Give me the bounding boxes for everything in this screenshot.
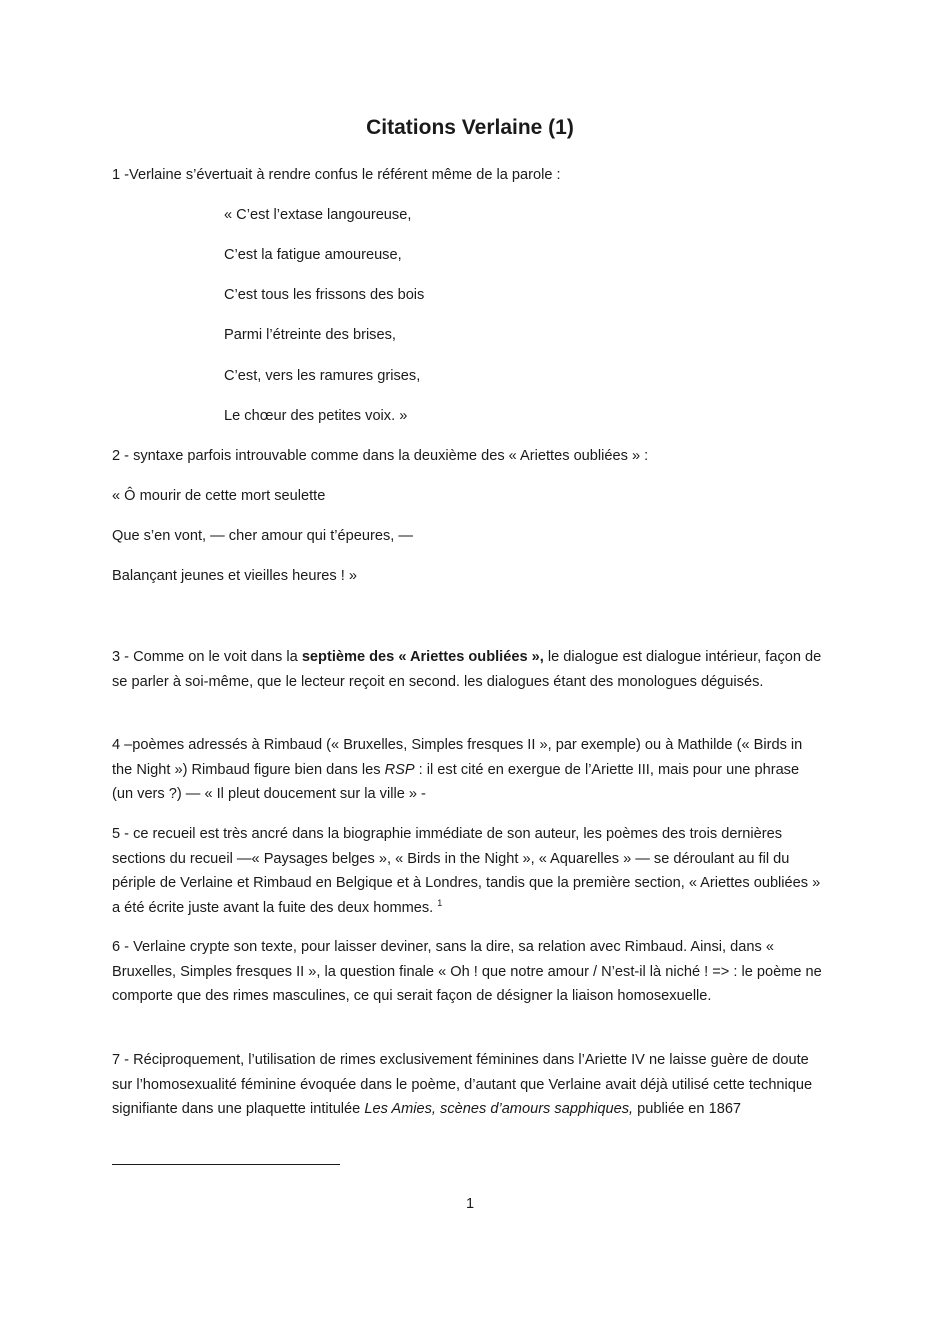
item-7-prefix: 7 - Réciproquement, l’utilisation de rimes exclusivement féminines dans l’Ariette IV ne laisse guère de doute sur l’homosexualité féminine évoquée dans le poème, d’autant que Verlaine avait déjà utilisé cette technique signifiante dans une plaquette intitulée [112, 1052, 813, 1118]
verse-line: Balançant jeunes et vieilles heures ! » [112, 568, 358, 584]
verse-line: Le chœur des petites voix. » [224, 408, 408, 424]
verse-line: Que s’en vont, — cher amour qui t’épeures, — [112, 528, 413, 544]
verse-line: Parmi l’étreinte des brises, [224, 327, 396, 343]
verse-line: « Ô mourir de cette mort seulette [112, 488, 326, 504]
verse-line: C’est tous les frissons des bois [224, 287, 425, 303]
verse-line: C’est, vers les ramures grises, [224, 368, 421, 384]
item-7-italic-title: Les Amies, scènes d’amours sapphiques, [364, 1101, 634, 1118]
item-5-paragraph [112, 822, 824, 920]
item-4-suffix: : il est cité en exergue de l’Ariette III, mais pour une phrase (un vers ?) — « Il pleut doucement sur la ville » - [112, 761, 800, 803]
item-3-bold-title: septième des « Ariettes oubliées », [301, 649, 544, 665]
page-number: 1 [465, 1196, 475, 1212]
item-6-paragraph: 6 - Verlaine crypte son texte, pour laisser deviner, sans la dire, sa relation avec Rimbaud. Ainsi, dans « Bruxelles, Simples fresques II », la question finale « Oh ! que notre amour / N’est-il là niché ! => : le poème ne comporte que des rimes masculines, ce qui serait façon de désigner la liaison homosexuelle. [112, 939, 822, 1005]
footnote-reference[interactable]: 1 [437, 897, 443, 908]
item-2-intro: 2 - syntaxe parfois introuvable comme dans la deuxième des « Ariettes oubliées » : [112, 448, 649, 464]
footnote-separator [112, 1164, 340, 1165]
item-3-paragraph [112, 645, 824, 694]
document-title: Citations Verlaine (1) [366, 116, 574, 139]
item-1-intro: 1 -Verlaine s’évertuait à rendre confus le référent même de la parole : [112, 167, 561, 183]
item-4-prefix: 4 –poèmes adressés à Rimbaud (« Bruxelles, Simples fresques II », par exemple) ou à Mathilde (« Birds in the Night ») Rimbaud figure bien dans les [112, 737, 803, 778]
item-4-italic-abbrev: RSP [384, 761, 415, 778]
verse-line: « C’est l’extase langoureuse, [224, 207, 412, 223]
item-4-paragraph [112, 733, 824, 807]
item-7-suffix: publiée en 1867 [633, 1101, 742, 1118]
item-5-text: 5 - ce recueil est très ancré dans la biographie immédiate de son auteur, les poèmes des trois dernières sections du recueil —« Paysages belges », « Birds in the Night », « Aquarelles » — se déroulant au fil du périple de Verlaine et Rimbaud en Belgique et à Londres, tandis que la première section, « Ariettes oubliées » a été écrite juste avant la fuite des deux hommes. [112, 826, 821, 916]
item-3-suffix: le dialogue est dialogue intérieur, façon de se parler à soi-même, que le lecteur reçoit en second. les dialogues étant des monologues déguisés. [112, 649, 822, 690]
item-7-paragraph [112, 1048, 824, 1122]
item-3-prefix: 3 - Comme on le voit dans la [112, 649, 302, 665]
verse-line: C’est la fatigue amoureuse, [224, 247, 402, 263]
